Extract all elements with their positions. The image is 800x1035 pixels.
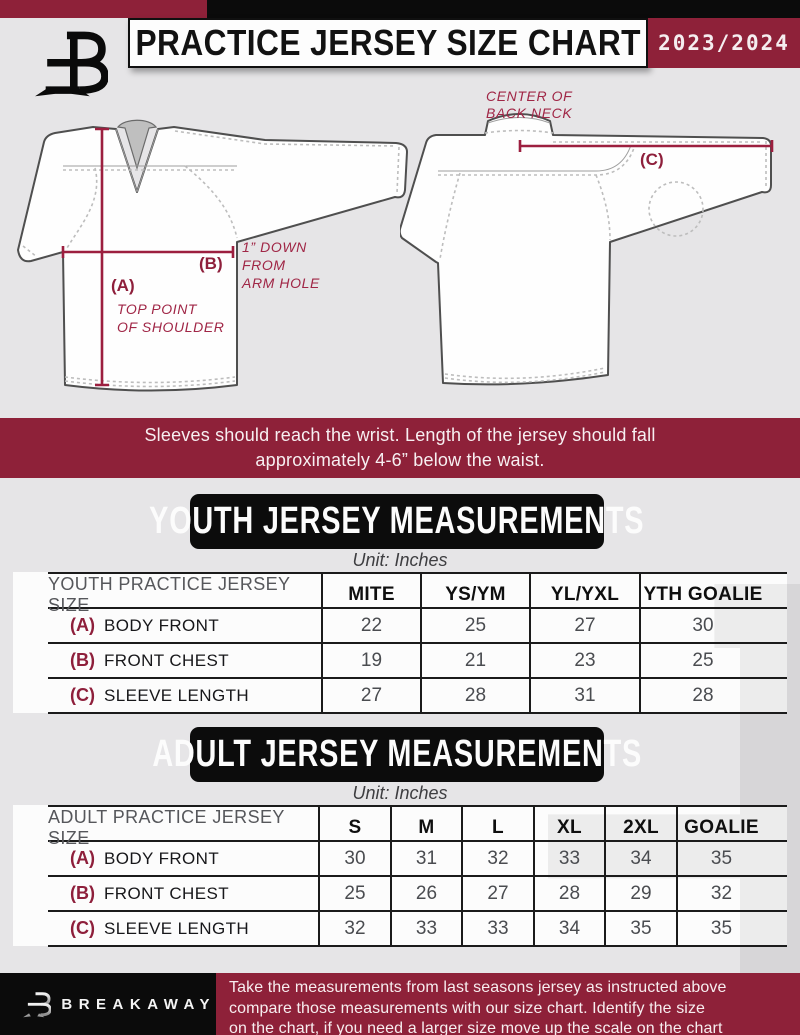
adult-table-title: ADULT PRACTICE JERSEY SIZE — [48, 807, 285, 848]
table-cell: 23 — [529, 644, 639, 677]
label-b-desc-1: 1” DOWN — [242, 239, 307, 255]
youth-size-table — [13, 572, 787, 714]
label-a-desc-1: TOP POINT — [117, 301, 198, 317]
fit-notice-banner — [0, 418, 800, 478]
size-header: L — [461, 807, 533, 849]
adult-sleeve-length-row — [48, 912, 787, 947]
top-strip-black — [207, 0, 800, 18]
label-c: (C) — [640, 150, 664, 169]
size-header: M — [390, 807, 461, 849]
row-name: SLEEVE LENGTH — [104, 918, 250, 938]
fit-notice-line1: Sleeves should reach the wrist. Length of the jersey should fall — [144, 425, 656, 445]
youth-front-chest-row — [48, 644, 787, 679]
back-jersey-outline — [400, 114, 771, 384]
table-cell: 27 — [461, 877, 533, 910]
table-cell: 28 — [533, 877, 604, 910]
size-header: YS/YM — [420, 574, 529, 616]
table-cell: 33 — [533, 842, 604, 875]
table-cell: 22 — [321, 609, 420, 642]
top-strip-maroon — [0, 0, 207, 18]
row-name: SLEEVE LENGTH — [104, 685, 250, 705]
fit-notice-line2: approximately 4-6” below the waist. — [255, 450, 545, 470]
footer-instructions — [216, 973, 800, 1035]
youth-sleeve-length-row — [48, 679, 787, 714]
table-cell: 35 — [604, 912, 676, 945]
size-header: GOALIE — [676, 807, 765, 849]
footer — [0, 973, 800, 1035]
row-label — [48, 912, 318, 945]
row-name: FRONT CHEST — [104, 650, 229, 670]
table-cell: 27 — [321, 679, 420, 712]
table-cell: 34 — [533, 912, 604, 945]
row-label — [48, 877, 318, 910]
youth-table-header-row — [48, 574, 787, 615]
size-header: 2XL — [604, 807, 676, 849]
size-header: MITE — [321, 574, 420, 616]
adult-front-chest-row — [48, 877, 787, 912]
page-title — [128, 18, 648, 68]
season-text: 2023/2024 — [658, 31, 790, 55]
row-name: BODY FRONT — [104, 615, 220, 635]
youth-table-title: YOUTH PRACTICE JERSEY SIZE — [48, 574, 291, 615]
row-label — [48, 842, 318, 875]
row-key: (B) — [70, 883, 95, 903]
table-cell: 35 — [676, 912, 765, 945]
table-cell: 21 — [420, 644, 529, 677]
table-cell: 25 — [639, 644, 765, 677]
table-cell: 25 — [420, 609, 529, 642]
table-cell: 32 — [676, 877, 765, 910]
page-title-text: PRACTICE JERSEY SIZE CHART — [135, 22, 641, 63]
youth-unit-label: Unit: Inches — [352, 550, 448, 570]
label-a-desc-2: OF SHOULDER — [117, 319, 225, 335]
back-jersey-diagram — [400, 85, 800, 425]
label-b-desc-2: FROM — [242, 257, 286, 273]
adult-unit-label: Unit: Inches — [352, 783, 448, 803]
table-cell: 35 — [676, 842, 765, 875]
table-cell: 25 — [318, 877, 390, 910]
breakaway-logo-icon-footer — [22, 985, 51, 1023]
season-badge — [648, 18, 800, 68]
breakaway-logo-icon — [32, 24, 108, 100]
row-label — [48, 609, 321, 642]
row-key: (C) — [70, 918, 95, 938]
row-label — [48, 679, 321, 712]
size-header: XL — [533, 807, 604, 849]
footer-brand-block — [0, 973, 216, 1035]
adult-table-header-row — [48, 807, 787, 848]
row-key: (A) — [70, 848, 95, 868]
footer-note-line3: on the chart, if you need a larger size move up the scale on the chart — [229, 1020, 723, 1035]
footer-note-line1: Take the measurements from last seasons jersey as instructed above — [229, 979, 727, 996]
adult-body-front-row — [48, 842, 787, 877]
table-cell: 30 — [318, 842, 390, 875]
front-jersey-diagram — [15, 100, 415, 405]
table-cell: 27 — [529, 609, 639, 642]
table-cell: 32 — [318, 912, 390, 945]
label-a: (A) — [111, 276, 135, 295]
table-cell: 29 — [604, 877, 676, 910]
table-cell: 33 — [461, 912, 533, 945]
size-header: S — [318, 807, 390, 849]
table-cell: 31 — [529, 679, 639, 712]
row-key: (A) — [70, 615, 95, 635]
row-key: (C) — [70, 685, 95, 705]
table-cell: 32 — [461, 842, 533, 875]
table-cell: 26 — [390, 877, 461, 910]
label-c-desc-2: BACK NECK — [486, 105, 573, 121]
adult-banner-text: ADULT JERSEY MEASUREMENTS — [152, 733, 642, 775]
row-label — [48, 644, 321, 677]
table-cell: 34 — [604, 842, 676, 875]
label-b: (B) — [199, 254, 223, 273]
youth-banner-text: YOUTH JERSEY MEASUREMENTS — [149, 500, 645, 542]
table-cell: 28 — [639, 679, 765, 712]
table-cell: 19 — [321, 644, 420, 677]
table-cell: 33 — [390, 912, 461, 945]
footer-note-line2: compare those measurements with our size chart. Identify the size — [229, 999, 706, 1017]
brand-wordmark: BREAKAWAY — [61, 995, 216, 1013]
row-name: FRONT CHEST — [104, 883, 229, 903]
row-key: (B) — [70, 650, 95, 670]
youth-body-front-row — [48, 609, 787, 644]
row-name: BODY FRONT — [104, 848, 220, 868]
label-b-desc-3: ARM HOLE — [242, 275, 320, 291]
size-header: YL/YXL — [529, 574, 639, 616]
adult-size-table — [13, 805, 787, 947]
table-cell: 28 — [420, 679, 529, 712]
size-header: YTH GOALIE — [639, 574, 765, 616]
table-cell: 30 — [639, 609, 765, 642]
table-cell: 31 — [390, 842, 461, 875]
label-c-desc-1: CENTER OF — [486, 88, 573, 104]
